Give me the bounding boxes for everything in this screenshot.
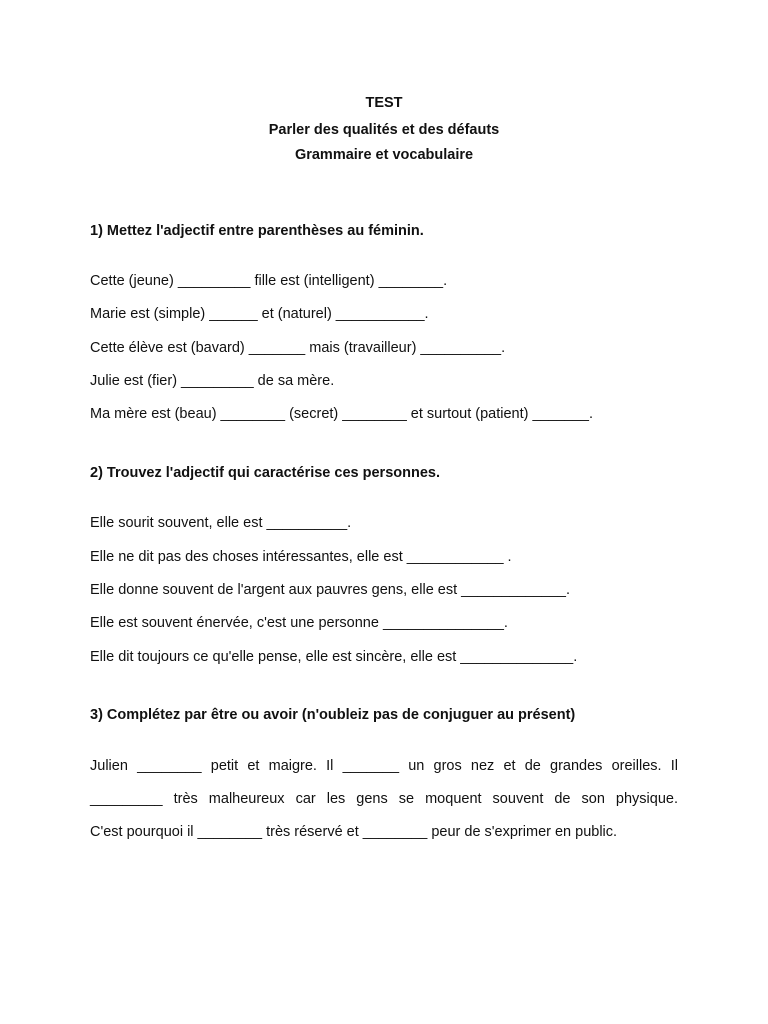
document-title: TEST [365, 95, 403, 111]
exercise-3-line: _________ très malheureux car les gens se moquent souvent de son physique. [90, 791, 678, 807]
exercise-1-title: 1) Mettez l'adjectif entre parenthèses au féminin. [90, 223, 424, 239]
exercise-1-line: Julie est (fier) _________ de sa mère. [90, 373, 335, 389]
exercise-2-line: Elle donne souvent de l'argent aux pauvres gens, elle est _____________. [90, 582, 571, 598]
exercise-3-line: Julien ________ petit et maigre. Il _______ un gros nez et de grandes oreilles. Il [90, 758, 678, 774]
exercise-3-title: 3) Complétez par être ou avoir (n'oubleiz pas de conjuguer au présent) [90, 707, 576, 723]
exercise-1-line: Cette élève est (bavard) _______ mais (travailleur) __________. [90, 340, 506, 356]
exercise-3-line: C'est pourquoi il ________ très réservé et ________ peur de s'exprimer en public. [90, 824, 618, 840]
document-subtitle-topic: Parler des qualités et des défauts [268, 122, 500, 138]
exercise-2-line: Elle ne dit pas des choses intéressantes, elle est ____________ . [90, 549, 512, 565]
exercise-2-line: Elle sourit souvent, elle est __________. [90, 515, 352, 531]
exercise-2-line: Elle est souvent énervée, c'est une personne _______________. [90, 615, 508, 631]
exercise-2-title: 2) Trouvez l'adjectif qui caractérise ces personnes. [90, 465, 440, 481]
exercise-2-line: Elle dit toujours ce qu'elle pense, elle est sincère, elle est ______________. [90, 649, 578, 665]
exercise-1-line: Ma mère est (beau) ________ (secret) ________ et surtout (patient) _______. [90, 406, 593, 422]
exercise-1-line: Cette (jeune) _________ fille est (intelligent) ________. [90, 273, 448, 289]
exercise-1-line: Marie est (simple) ______ et (naturel) ___________. [90, 306, 429, 322]
document-subtitle-category: Grammaire et vocabulaire [294, 147, 474, 163]
